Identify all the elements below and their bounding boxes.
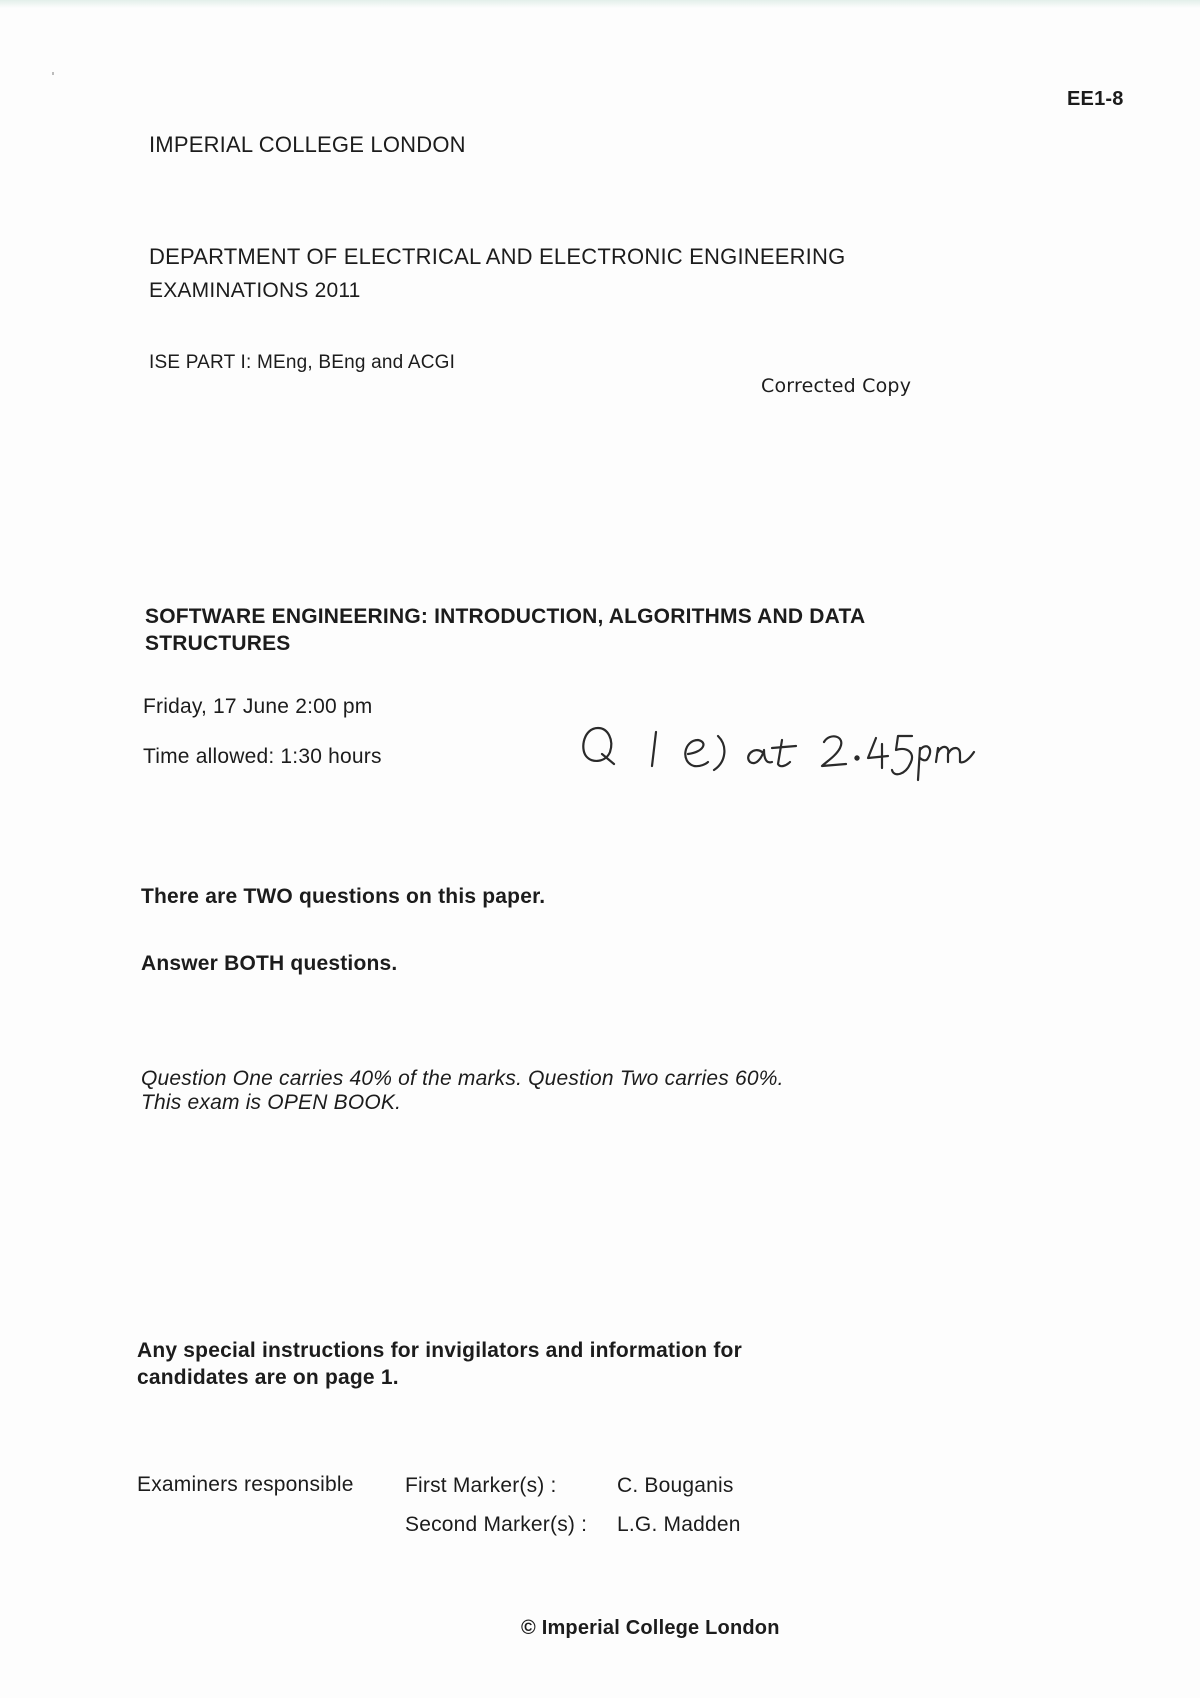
department-name: DEPARTMENT OF ELECTRICAL AND ELECTRONIC ENGINEERING <box>149 244 846 269</box>
special-instructions-line-2: candidates are on page 1. <box>137 1366 399 1389</box>
first-marker-label: First Marker(s) : <box>405 1474 557 1497</box>
marks-weighting: Question One carries 40% of the marks. Question Two carries 60%. <box>141 1067 784 1090</box>
scan-edge <box>0 0 1200 8</box>
second-marker-label: Second Marker(s) : <box>405 1513 588 1536</box>
question-count: There are TWO questions on this paper. <box>141 885 546 908</box>
course-title-line-1: SOFTWARE ENGINEERING: INTRODUCTION, ALGORITHMS AND DATA <box>145 605 866 628</box>
examiners-label: Examiners responsible <box>137 1473 354 1496</box>
course-title-line-2: STRUCTURES <box>145 632 291 655</box>
special-instructions-line-1: Any special instructions for invigilators and information for <box>137 1339 742 1362</box>
open-book-note: This exam is OPEN BOOK. <box>141 1091 402 1114</box>
paper-code: EE1-8 <box>1067 88 1124 110</box>
corrected-copy-stamp: Corrected Copy <box>761 375 912 397</box>
degree-part: ISE PART I: MEng, BEng and ACGI <box>149 352 456 373</box>
copyright-notice: © Imperial College London <box>521 1617 780 1639</box>
examinations-year: EXAMINATIONS 2011 <box>149 279 361 302</box>
time-allowed: Time allowed: 1:30 hours <box>143 745 382 768</box>
first-marker-name: C. Bouganis <box>617 1474 734 1497</box>
institution-name: IMPERIAL COLLEGE LONDON <box>149 132 466 157</box>
handwritten-note <box>576 718 996 788</box>
exam-date: Friday, 17 June 2:00 pm <box>143 695 373 718</box>
scan-speck <box>52 72 54 75</box>
second-marker-name: L.G. Madden <box>617 1513 741 1536</box>
answer-instruction: Answer BOTH questions. <box>141 952 398 975</box>
